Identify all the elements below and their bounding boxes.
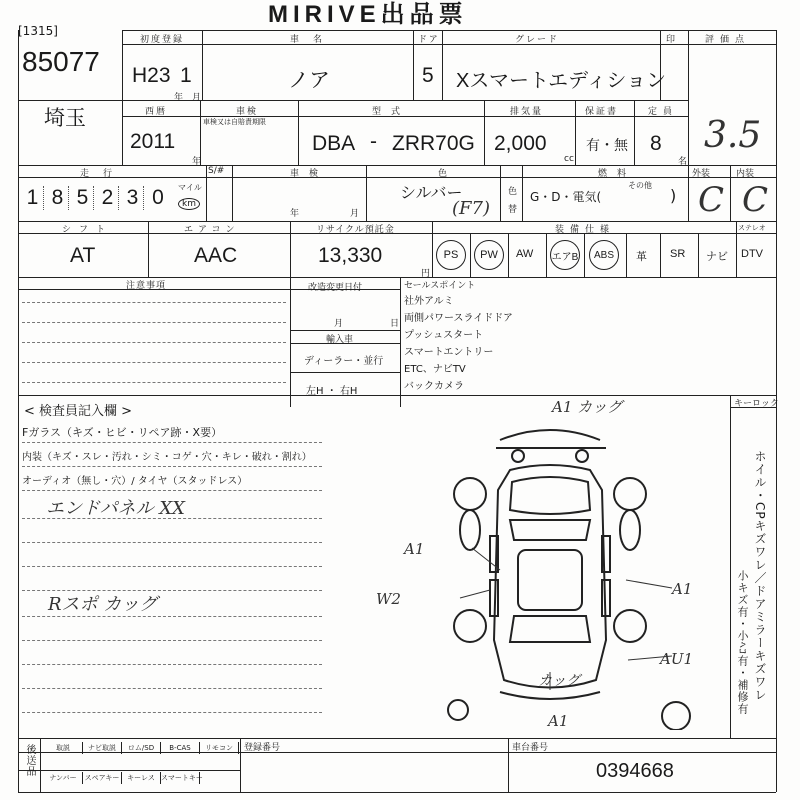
reg-month-label: 月 xyxy=(192,93,202,103)
sheet-title: MIRIVE出品票 xyxy=(268,1,468,28)
grade: Xスマートエディション xyxy=(456,70,667,92)
mileage-digit: 1 xyxy=(22,186,44,210)
score: 3.5 xyxy=(704,115,762,156)
aircon: AAC xyxy=(194,244,238,267)
key-side-2: 小キズ有・小ﾍｺ有・補修有 xyxy=(736,570,749,715)
docs: 有・無 xyxy=(586,138,628,154)
doors: 5 xyxy=(422,64,434,87)
shaken-month: 月 xyxy=(350,209,360,219)
header-reg-no: 登録番号 xyxy=(244,743,281,753)
fuel-close: ) xyxy=(670,186,677,205)
sales-point-item: スマートエントリー xyxy=(404,347,494,358)
equip-dtv: DTV xyxy=(741,248,763,260)
damage-mark-left-front: A1 xyxy=(404,540,425,558)
bottom-label: スマートキー xyxy=(161,774,203,782)
header-recycle: リサイクル預託金 xyxy=(316,225,395,235)
header-inspection-note: 車検又は自賠責期限 xyxy=(203,118,266,126)
color-label-bottom: 替 xyxy=(508,205,518,215)
bottom-label: リモコン xyxy=(200,742,239,754)
damage-mark-right: A1 xyxy=(672,580,693,598)
header-sales: S/# xyxy=(208,166,225,176)
header-model: 型式 xyxy=(372,107,411,117)
year-ad: 2011 xyxy=(130,130,176,153)
sales-point-item: 社外アルミ xyxy=(404,296,454,307)
prefecture: 埼玉 xyxy=(44,107,86,130)
color-label-top: 色 xyxy=(508,187,518,197)
equip-aw: AW xyxy=(516,248,534,260)
interior-grade: C xyxy=(742,180,769,220)
car-diagram xyxy=(440,410,720,730)
bottom-label: スペアキー xyxy=(83,772,122,784)
car-name: ノア xyxy=(288,69,330,92)
header-key-lock: キーロック xyxy=(734,399,779,409)
bottom-label: ナビ取説 xyxy=(83,742,122,754)
mileage-unit-mile: マイル xyxy=(178,183,202,192)
exterior-grade: C xyxy=(698,180,725,220)
header-inspection: 車検 xyxy=(236,107,259,117)
dealer: ディーラー・並行 xyxy=(304,356,384,367)
header-color: 色 xyxy=(438,169,450,179)
header-notes: 注意事項 xyxy=(126,281,167,291)
reg-year-label: 年 xyxy=(174,93,184,103)
equip-airbag: エアB xyxy=(550,240,580,270)
fuel-other: その他 xyxy=(628,181,652,190)
damage-mark-right-rear: AU1 xyxy=(660,650,694,668)
equip-sr: SR xyxy=(670,248,686,260)
chassis-number: 0394668 xyxy=(596,760,674,782)
header-grade: グレード xyxy=(515,35,560,45)
header-doors: ドア xyxy=(418,35,440,45)
header-sales-points: セールスポイント xyxy=(404,281,476,291)
equip-leather: 革 xyxy=(636,251,647,263)
mileage-unit-km: km xyxy=(178,198,200,210)
bottom-label: ロム/SD xyxy=(122,742,161,754)
hand-note-2: Rスポ カッグ xyxy=(48,594,158,615)
bottom-label: 取説 xyxy=(44,742,83,754)
displacement: 2,000 xyxy=(494,132,547,155)
lot-number: 85077 xyxy=(22,46,100,77)
displacement-unit: cc xyxy=(564,154,574,164)
header-first-reg: 初度登録 xyxy=(140,35,185,45)
header-car-name: 車名 xyxy=(290,35,337,45)
mileage-digit: 3 xyxy=(122,186,144,210)
header-shaken: 車検 xyxy=(290,169,329,179)
capacity: 8 xyxy=(650,132,662,155)
header-score: 評価点 xyxy=(705,35,751,45)
mileage-digit: 5 xyxy=(72,186,94,210)
bottom-side: 後送品 xyxy=(24,744,35,777)
bottom-label: ナンバー xyxy=(44,772,83,784)
mileage-digits xyxy=(22,186,172,212)
sales-point-item: ETC、ナビTV xyxy=(404,364,466,375)
header-equipment: 装備仕様 xyxy=(555,225,616,235)
lot-prefix: [1315] xyxy=(18,24,58,38)
recycle: 13,330 xyxy=(318,244,383,267)
header-nendo: 西暦 xyxy=(145,107,168,117)
mileage-digit: 2 xyxy=(97,186,119,210)
sales-point-item: 両側パワースライドドア xyxy=(404,313,513,324)
recycle-unit: 円 xyxy=(421,269,431,279)
header-stereo: ステレオ xyxy=(738,224,766,232)
equip-abs: ABS xyxy=(589,240,619,270)
year-ad-label: 年 xyxy=(192,157,202,167)
hand-note-1: エンドパネル XX xyxy=(46,498,185,519)
color-code: (F7) xyxy=(452,198,490,219)
sales-point-item: バックカメラ xyxy=(404,381,464,392)
header-mileage: 走行 xyxy=(80,169,127,179)
header-capacity: 定員 xyxy=(648,107,679,117)
reg-month: 1 xyxy=(180,64,192,87)
modify-month: 月 xyxy=(334,319,344,329)
bottom-label: キーレス xyxy=(122,772,161,784)
header-docs: 保証書 xyxy=(585,107,619,117)
header-exterior: 外装 xyxy=(692,169,711,179)
header-modify-date: 改造変更日付 xyxy=(308,283,363,293)
damage-mark-front: A1 カッグ xyxy=(552,398,622,416)
header-interior: 内装 xyxy=(736,169,755,179)
shift: AT xyxy=(70,244,96,267)
header-displacement: 排気量 xyxy=(510,107,544,117)
header-aircon: エアコン xyxy=(184,225,240,235)
equip-navi: ナビ xyxy=(706,251,728,263)
inspector-line-3: オーディオ（無し・穴）/ タイヤ（スタッドレス） xyxy=(22,476,248,487)
equip-pw: PW xyxy=(474,240,504,270)
inspector-line-1: Fガラス（キズ・ヒビ・リペア跡・X要） xyxy=(22,426,223,439)
header-inspector: < 検査員記入欄 > xyxy=(24,404,133,419)
steering: 左H ・ 右H xyxy=(306,386,358,397)
header-fuel: 燃料 xyxy=(598,169,637,179)
fuel: G・D・電気( xyxy=(530,190,602,204)
damage-mark-rear-center: カッグ xyxy=(538,673,580,689)
header-shift: シフト xyxy=(62,225,114,235)
damage-mark-rear: A1 xyxy=(548,712,569,730)
model-prefix: DBA xyxy=(312,132,356,155)
header-seal: 印 xyxy=(666,35,678,45)
mileage-digit: 8 xyxy=(47,186,69,210)
import-label: 輸入車 xyxy=(326,335,354,345)
sales-point-item: プッシュスタート xyxy=(404,330,484,341)
capacity-unit: 名 xyxy=(678,157,688,167)
header-chassis: 車台番号 xyxy=(512,743,549,753)
model-dash: - xyxy=(370,130,377,153)
damage-mark-left-rear: W2 xyxy=(376,590,401,608)
key-side-1: ホイル・CPキズワレ／ドアミラーキズワレ xyxy=(753,450,767,702)
color: シルバー xyxy=(400,185,463,202)
bottom-label: B-CAS xyxy=(161,742,200,754)
inspector-line-2: 内装（キズ・スレ・汚れ・シミ・コゲ・穴・キレ・破れ・割れ） xyxy=(22,452,312,463)
mileage-digit: 0 xyxy=(152,186,164,209)
modify-day: 日 xyxy=(390,319,400,329)
equip-ps: PS xyxy=(436,240,466,270)
reg-year: H23 xyxy=(132,64,171,87)
shaken-year: 年 xyxy=(290,209,300,219)
model-code: ZRR70G xyxy=(392,132,475,155)
